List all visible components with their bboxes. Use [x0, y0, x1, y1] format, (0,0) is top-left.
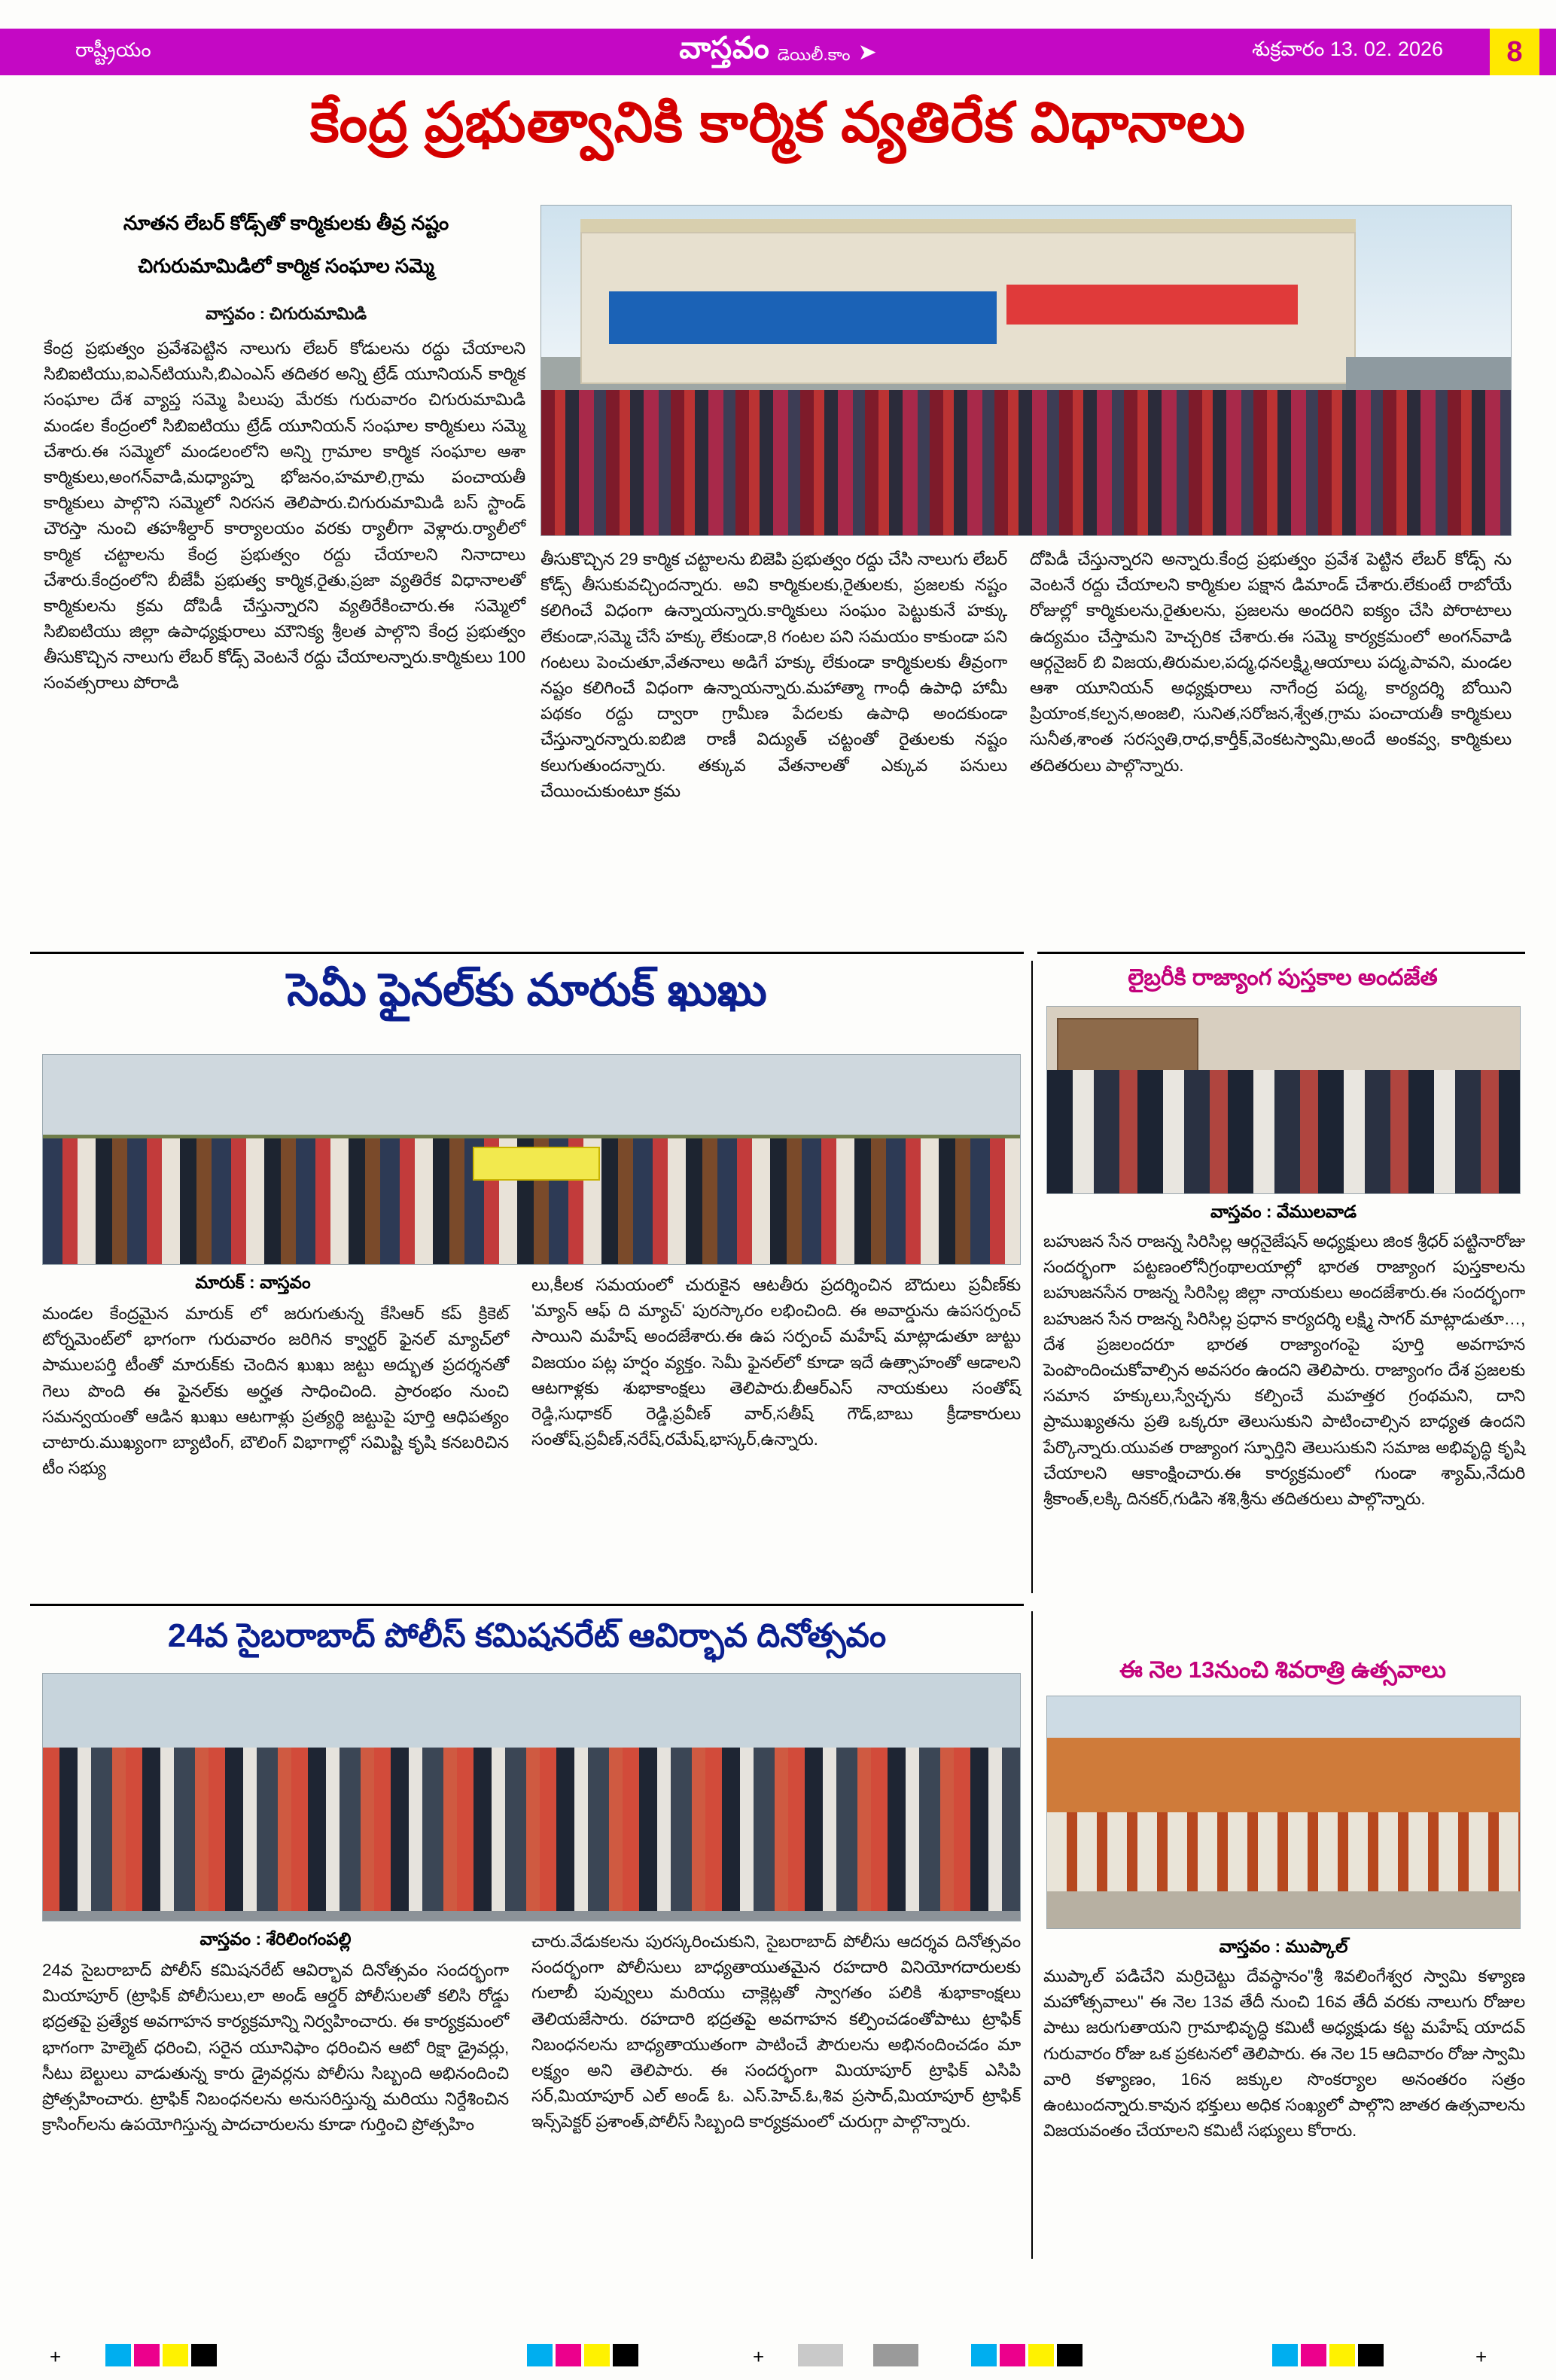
page-number: 8 — [1490, 29, 1539, 75]
color-swatch-black-3 — [1057, 2344, 1083, 2366]
divider-1 — [30, 952, 1024, 954]
registration-mark-right: + — [1475, 2345, 1487, 2368]
shivaratri-credit: వాస్తవం : ముప్కాల్ — [1219, 1937, 1348, 1956]
library-credit: వాస్తవం : వేములవాడ — [1210, 1202, 1357, 1221]
color-swatch-magenta-2 — [556, 2344, 581, 2366]
lead-subhead-line1: నూతన లేబర్ కోడ్స్‌తో కార్మికులకు తీవ్ర నష్టం — [123, 212, 449, 234]
sports-column-1: మండల కేంద్రమైన మారుక్ లో జరుగుతున్న కేసిఆర్ కప్ క్రికెట్ టోర్నమెంట్‌లో భాగంగా గురువారం జరిగిన క్వార్టర్ ఫైనల్ మ్యాచ్‌లో పాములపర్తి టీంతో మారుక్‌కు చెందిన ఖుఖు జట్టు అద్భుత ప్రదర్శనతో గెలు పొంది ఈ ఫైనల్‌కు అర్హత సాధించింది. ప్రారంభం నుంచి సమన్వయంతో ఆడిన ఖుఖు ఆటగాళ్లు ప్రత్యర్థి జట్టుపై పూర్తి ఆధిపత్యం చాటారు.ముఖ్యంగా బ్యాటింగ్, బౌలింగ్ విభాగాల్లో సమిష్టి కృషి కనబరిచిన టీం సభ్యు — [42, 1304, 509, 1478]
police-column-1: 24వ సైబరాబాద్ పోలీస్ కమిషనరేట్ ఆవిర్భావ దినోత్సవం సందర్భంగా మియాపూర్ (ట్రాఫిక్ పోలీసులు,లా అండ్ ఆర్డర్ పోలీసులతో కలిసి రోడ్డు భద్రతపై ప్రత్యేక అవగాహన కార్యక్రమాన్ని నిర్వహించారు. ఈ కార్యక్రమంలో భాగంగా హెల్మెట్ ధరించి, సరైన యూనిఫాం ధరించిన ఆటో రిక్షా డ్రైవర్లు, సీటు బెల్టులు వాడుతున్న కారు డ్రైవర్లను పోలీసు సిబ్బంది అభినందించి ప్రోత్సహించారు. ట్రాఫిక్ నిబంధనలను అనుసరిస్తున్న మరియు నిర్దేశించిన క్రాసింగ్‌లను ఉపయోగిస్తున్న పాదచారులను కూడా గుర్తించి ప్రోత్సహిం — [42, 1961, 509, 2135]
color-swatch-yellow-3 — [1028, 2344, 1054, 2366]
edition-label: రాష్ట్రీయం — [75, 38, 152, 61]
sports-headline: సెమీ ఫైనల్‌కు మారుక్ ఖుఖు — [287, 964, 767, 1015]
library-headline: లైబ్రరీకి రాజ్యాంగ పుస్తకాల అందజేత — [1128, 965, 1438, 990]
color-swatch-yellow-4 — [1329, 2344, 1355, 2366]
color-swatch-cyan-2 — [527, 2344, 553, 2366]
color-swatch-magenta-4 — [1301, 2344, 1326, 2366]
logo-subtitle: డెయిలీ.కాం — [777, 44, 851, 64]
sports-photo-trophy — [42, 1054, 1021, 1265]
police-headline: 24వ సైబరాబాద్ పోలీస్ కమిషనరేట్ ఆవిర్భావ దినోత్సవం — [167, 1617, 887, 1654]
color-swatch-black-1 — [191, 2344, 217, 2366]
divider-vertical-1 — [1031, 961, 1033, 1593]
color-swatch-yellow-1 — [163, 2344, 188, 2366]
color-swatch-yellow-2 — [584, 2344, 610, 2366]
library-body: బహుజన సేన రాజన్న సిరిసిల్ల ఆర్గనైజేషన్ అధ్యక్షులు జింక శ్రీధర్ పట్టినారోజు సందర్భంగా పట్టణంలోనీగ్రంథాలయాల్లో భారత రాజ్యాంగ పుస్తకాలను బహుజనసేన రాజన్న సిరిసిల్ల జిల్లా నాయకులు అందజేశారు.ఈ సందర్భంగా బహుజన సేన రాజన్న సిరిసిల్ల ప్రధాన కార్యదర్శి లక్ష్మి సాగర్ మాట్లాడుతూ…, దేశ ప్రజలందరూ భారత రాజ్యాంగంపై పూర్తి అవగాహన పెంపొందించుకోవాల్సిన అవసరం ఉందని తెలిపారు. రాజ్యాంగం దేశ ప్రజలకు సమాన హక్కులు,స్వేచ్ఛను కల్పించే మహత్తర గ్రంథమని, దాని ప్రాముఖ్యతను ప్రతి ఒక్కరూ తెలుసుకుని పాటించాల్సిన బాధ్యత ఉందని పేర్కొన్నారు.యువత రాజ్యాంగ స్ఫూర్తిని తెలుసుకుని సమాజ అభివృద్ధి కృషి చేయాలని ఆకాంక్షించారు.ఈ కార్యక్రమంలో గుండా శ్యామ్,నేదురి శ్రీకాంత్,లక్కి దినకర్,గుడిసె శశి,శ్రీను తదితరులు పాల్గొన్నారు. — [1043, 1232, 1525, 1508]
publication-date: శుక్రవారం 13. 02. 2026 — [1252, 38, 1443, 60]
color-swatch-cyan-3 — [971, 2344, 997, 2366]
lead-column-3: దోపిడీ చేస్తున్నారని అన్నారు.కేంద్ర ప్రభుత్వం ప్రవేశ పెట్టిన లేబర్ కోడ్స్ ను వెంటనే రద్దు చేయాలని కార్మికుల పక్షాన డిమాండ్ చేశారు.లేకుంటే రాబోయే రోజుల్లో కార్మికులను,రైతులను, ప్రజలను అందరిని ఐక్యం చేసి పోరాటాలు ఉద్యమం చేస్తామని హెచ్చరిక చేశారు.ఈ సమ్మె కార్యక్రమంలో అంగన్‌వాడి ఆర్గనైజర్ బి విజయ,తిరుమల,పద్మ,ధనలక్ష్మి,ఆయాలు పద్మ,పావని, మండల ఆశా యూనియన్ అధ్యక్షురాలు నాగేంద్ర పద్మ, కార్యదర్శి బోయిని ప్రియాంక,కల్పన,అంజలి, సునిత,సరోజన,శ్వేత,గ్రామ పంచాయతీ కార్మికులు సునీత,శాంత సరస్వతి,రాధ,కార్తీక్,వెంకటస్వామి,అందే అంకవ్వ, కార్మికులు తదితరులు పాల్గొన్నారు. — [1030, 550, 1512, 775]
lead-photo-protest — [540, 205, 1512, 536]
shivaratri-photo-temple — [1046, 1696, 1521, 1929]
bird-icon: ➤ — [857, 39, 877, 65]
sports-credit: మారుక్ : వాస్తవం — [195, 1272, 311, 1292]
lead-column-2: తీసుకొచ్చిన 29 కార్మిక చట్టాలను బిజెపి ప్రభుత్వం రద్దు చేసి నాలుగు లేబర్ కోడ్స్ తీసుకువచ్చిందన్నారు. అవి కార్మికులకు,రైతులకు, ప్రజలకు నష్టం కలిగించే విధంగా ఉన్నాయన్నారు.కార్మికులు సంఘం పెట్టుకునే హక్కు లేకుండా,సమ్మె చేసే హక్కు లేకుండా,8 గంటల పని సమయం కాకుండా పని గంటలు పెంచుతూ,వేతనాలు అడిగే హక్కు లేకుండా కార్మికులకు తీవ్రంగా నష్టం కలిగించే విధంగా ఉన్నాయన్నారు.మహాత్మా గాంధీ ఉపాధి హామీ పథకం రద్దు ద్వారా గ్రామీణ పేదలకు ఉపాధి అందకుండా చేస్తున్నారన్నారు.ఐబిజి రాణీ విద్యుత్ చట్టంతో రైతులకు నష్టం కలుగుతుందన్నారు. తక్కువ వేతనాలతో ఎక్కువ పనులు చేయించుకుంటూ క్రమ — [540, 550, 1007, 800]
color-swatch-black-2 — [613, 2344, 638, 2366]
gray-swatch-light — [798, 2344, 843, 2366]
publication-logo — [679, 32, 876, 73]
color-swatch-magenta-1 — [134, 2344, 160, 2366]
lead-byline: వాస్తవం : చిగురుమామిడి — [206, 304, 367, 323]
color-swatch-black-4 — [1358, 2344, 1384, 2366]
registration-mark-center: + — [753, 2345, 765, 2368]
logo-title: వాస్తవం — [679, 31, 770, 65]
divider-vertical-2 — [1031, 1611, 1033, 2259]
color-swatch-magenta-3 — [1000, 2344, 1025, 2366]
library-photo-handover — [1046, 1006, 1521, 1194]
sports-column-2: లు,కీలక సమయంలో చురుకైన ఆటతీరు ప్రదర్శించిన బౌదులు ప్రవీణ్‌కు 'మ్యాన్ ఆఫ్ ది మ్యాచ్' పురస్కారం లభించింది. ఈ అవార్డును ఉపసర్పంచ్ సాయిని మహేష్ అందజేశారు.ఈ ఉప సర్పంచ్ మహేష్ మాట్లాడుతూ జుట్టు విజయం పట్ల హర్షం వ్యక్తం. సెమీ ఫైనల్‌లో కూడా ఇదే ఉత్సాహంతో ఆడాలని ఆటగాళ్లకు శుభాకాంక్షలు తెలిపారు.బీఆర్ఎస్ నాయకులు సంతోష్ రెడ్డి,సుధాకర్ రెడ్డి,ప్రవీణ్ వార్,సతీష్ గౌడ్,బాబు క్రీడాకారులు సంతోష్,ప్రవీణ్,నరేష్,రమేష్,భాస్కర్,ఉన్నారు. — [531, 1275, 1021, 1449]
shivaratri-body: ముప్కాల్ పడిచేని మర్రిచెట్టు దేవస్థానం"శ్రీ శివలింగేశ్వర స్వామి కళ్యాణ మహోత్సవాలు" ఈ నెల 13వ తేదీ నుంచి 16వ తేదీ వరకు నాలుగు రోజుల పాటు జరుగుతాయని గ్రామాభివృద్ధి కమిటీ అధ్యక్షుడు కట్ట మహేష్ యాదవ్ గురువారం రోజు ఒక ప్రకటనలో తెలిపారు. ఈ నెల 15 ఆదివారం రోజు స్వామి వారి కళ్యాణం, 16న జక్కుల సొంకర్యాల అనంతరం సత్రం ఉంటుందన్నారు.కావున భక్తులు అధిక సంఖ్యలో పాల్గొని జాతర ఉత్సవాలను విజయవంతం చేయాలని కమిటీ సభ్యులు కోరారు. — [1043, 1967, 1525, 2141]
police-column-2: చారు.వేడుకలను పురస్కరించుకుని, సైబరాబాద్ పోలీసు ఆదర్శవ దినోత్సవం సందర్భంగా పోలీసులు బాధ్యతాయుతమైన రహదారి వినియోగదారులకు గులాబీ పువ్వులు మరియు చాక్లెట్లతో స్వాగతం పలికి శుభాకాంక్షలు తెలియజేసారు. రహదారి భద్రతపై అవగాహన కల్పించడంతోపాటు ట్రాఫిక్ నిబంధనలను బాధ్యతాయుతంగా పాటించే పౌరులను అభినందించడం మా లక్ష్యం అని తెలిపారు. ఈ సందర్భంగా మియాపూర్ ట్రాఫిక్ ఎసిపి సర్,మియాపూర్ ఎల్ అండ్ ఓ. ఎస్.హెచ్.ఓ,శివ ప్రసాద్,మియాపూర్ ట్రాఫిక్ ఇన్స్‌పెక్టర్ ప్రశాంత్,పోలీస్ సిబ్బంది కార్యక్రమంలో చురుగ్గా పాల్గొన్నారు. — [531, 1932, 1021, 2132]
shivaratri-headline: ఈ నెల 13నుంచి శివరాత్రి ఉత్సవాలు — [1119, 1656, 1446, 1683]
divider-3 — [30, 1604, 1024, 1606]
lead-subhead-line2: చిగురుమామిడిలో కార్మిక సంఘాల సమ్మె — [138, 254, 434, 277]
color-swatch-cyan-4 — [1272, 2344, 1298, 2366]
divider-2 — [1037, 952, 1525, 954]
page-title: కేంద్ర ప్రభుత్వానికి కార్మిక వ్యతిరేక విధానాలు — [309, 91, 1247, 154]
masthead — [0, 29, 1556, 75]
police-credit: వాస్తవం : శేరిలింగంపల్లి — [199, 1929, 352, 1949]
color-swatch-cyan-1 — [105, 2344, 131, 2366]
print-color-bar — [0, 2344, 1556, 2366]
registration-mark-left: + — [50, 2345, 62, 2368]
gray-swatch-dark — [873, 2344, 918, 2366]
lead-column-1: కేంద్ర ప్రభుత్వం ప్రవేశపెట్టిన నాలుగు లేబర్ కోడులను రద్దు చేయాలని సిబిఐటియు,ఐఎన్‌టియుసి,బిఎంఎస్ తదితర అన్ని ట్రేడ్ యూనియన్ కార్మిక సంఘాల దేశ వ్యాప్త సమ్మె పిలుపు మేరకు గురువారం చిగురుమామిడి మండల కేంద్రంలో సిబిఐటియు ట్రేడ్ యూనియన్ సంఘాల కార్మికులు సమ్మె చేశారు.ఈ సమ్మెలో మండలంలోని అన్ని గ్రామాల కార్మిక సంఘాల ఆశా కార్మికులు,అంగన్‌వాడి,మధ్యాహ్న భోజనం,హమాలి,గ్రామ పంచాయతీ కార్మికులు పాల్గొని సమ్మెలో నిరసన తెలిపారు.చిగురుమామిడి బస్ స్టాండ్ చౌరస్తా నుంచి తహశీల్దార్ కార్యాలయం వరకు ర్యాలీగా వెళ్లారు.ర్యాలీలో కార్మిక చట్టాలను కేంద్ర ప్రభుత్వం రద్దు చేయాలని నినాదాలు చేశారు.కేంద్రంలోని బీజేపీ ప్రభుత్వ కార్మిక,రైతు,ప్రజా వ్యతిరేక విధానాలతో కార్మికులను క్రమ దోపిడీ చేస్తున్నారని వ్యతిరేకించారు.ఈ సమ్మెలో సిబిఐటియు జిల్లా ఉపాధ్యక్షురాలు మౌనిక్య శ్రీలత పాల్గొని కేంద్ర ప్రభుత్వం తీసుకొచ్చిన నాలుగు లేబర్ కోడ్స్ వెంటనే రద్దు చేయాలన్నారు.కార్మికులు 100 సంవత్సరాలు పోరాడి — [44, 339, 525, 693]
police-photo-awareness — [42, 1673, 1021, 1921]
